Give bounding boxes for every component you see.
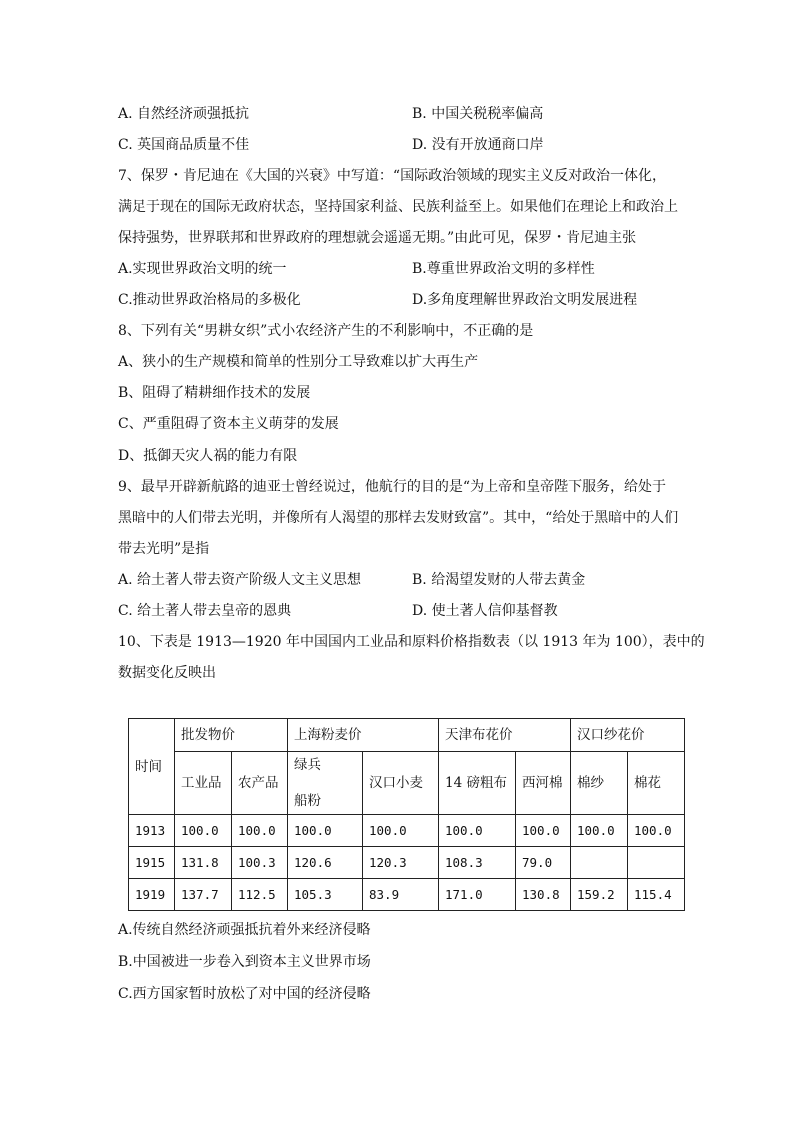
table-cell: 120.6 — [288, 847, 363, 879]
q8-option-b: B、阻碍了精耕细作技术的发展 — [118, 385, 311, 401]
q10-stem-line2: 数据变化反映出 — [118, 665, 216, 681]
q7-option-c: C.推动世界政治格局的多极化 — [118, 292, 301, 308]
table-cell: 100.0 — [628, 815, 685, 847]
q9-stem-line3: 带去光明”是指 — [118, 541, 210, 557]
q7-stem-line1: 7、保罗・肯尼迪在《大国的兴衰》中写道：“国际政治领域的现实主义反对政治一体化， — [118, 168, 667, 184]
q7-stem-line2: 满足于现在的国际无政府状态，坚持国家利益、民族利益至上。如果他们在理论上和政治上 — [118, 199, 678, 215]
table-row-year: 1913 — [129, 815, 175, 847]
table-cell: 137.7 — [175, 879, 232, 911]
q6-option-a: A. 自然经济顽强抵抗 — [118, 106, 250, 122]
q8-option-c: C、严重阻碍了资本主义萌芽的发展 — [118, 416, 339, 432]
table-row-year: 1915 — [129, 847, 175, 879]
table-cell: 100.0 — [232, 815, 288, 847]
q10-option-c: C.西方国家暂时放松了对中国的经济侵略 — [118, 986, 371, 1002]
table-header-time: 时间 — [129, 719, 175, 815]
table-sub-header: 农产品 — [232, 752, 288, 815]
table-sub-header: 棉花 — [628, 752, 685, 815]
table-sub-header: 西河棉 — [516, 752, 571, 815]
q8-stem: 8、下列有关“男耕女织”式小农经济产生的不利影响中，不正确的是 — [118, 323, 534, 339]
q10-option-a: A.传统自然经济顽强抵抗着外来经济侵略 — [118, 922, 371, 938]
q9-stem-line2: 黑暗中的人们带去光明，并像所有人渴望的那样去发财致富”。其中，“给处于黑暗中的人们 — [118, 510, 679, 526]
price-index-table — [128, 718, 685, 911]
table-cell: 105.3 — [288, 879, 363, 911]
sub-header-line: 船粉 — [294, 793, 321, 809]
table-group-header: 天津布花价 — [439, 719, 571, 752]
table-sub-header: 14 磅粗布 — [439, 752, 516, 815]
q8-option-d: D、抵御天灾人祸的能力有限 — [118, 448, 298, 464]
q9-option-d: D. 使土著人信仰基督教 — [412, 603, 558, 619]
table-cell: 130.8 — [516, 879, 571, 911]
table-cell: 100.3 — [232, 847, 288, 879]
table-sub-header: 棉纱 — [571, 752, 628, 815]
table-cell — [628, 847, 685, 879]
q9-option-b: B. 给渴望发财的人带去黄金 — [412, 572, 586, 588]
table-cell: 79.0 — [516, 847, 571, 879]
q6-option-c: C. 英国商品质量不佳 — [118, 137, 250, 153]
table-cell: 159.2 — [571, 879, 628, 911]
table-cell: 108.3 — [439, 847, 516, 879]
table-cell: 100.0 — [516, 815, 571, 847]
table-cell: 115.4 — [628, 879, 685, 911]
q8-option-a: A、狭小的生产规模和简单的性别分工导致难以扩大再生产 — [118, 354, 479, 370]
table-group-header: 批发物价 — [175, 719, 288, 752]
q10-option-b: B.中国被进一步卷入到资本主义世界市场 — [118, 954, 371, 970]
table-cell: 100.0 — [288, 815, 363, 847]
table-row-year: 1919 — [129, 879, 175, 911]
q9-option-c: C. 给土著人带去皇帝的恩典 — [118, 603, 292, 619]
table-cell: 100.0 — [175, 815, 232, 847]
table-cell: 112.5 — [232, 879, 288, 911]
q6-option-d: D. 没有开放通商口岸 — [412, 137, 544, 153]
table-cell: 100.0 — [363, 815, 439, 847]
q9-stem-line1: 9、最早开辟新航路的迪亚士曾经说过，他航行的目的是“为上帝和皇帝陛下服务，给处于 — [118, 479, 667, 495]
table-group-header: 上海粉麦价 — [288, 719, 439, 752]
sub-header-line: 绿兵 — [294, 757, 321, 773]
table-row — [129, 847, 685, 879]
table-row — [129, 879, 685, 911]
q7-option-d: D.多角度理解世界政治文明发展进程 — [412, 292, 638, 308]
table-header-row-groups — [129, 719, 685, 752]
q7-stem-line3: 保持强势，世界联邦和世界政府的理想就会遥遥无期。”由此可见，保罗・肯尼迪主张 — [118, 230, 637, 246]
table-sub-header: 汉口小麦 — [363, 752, 439, 815]
table-cell: 120.3 — [363, 847, 439, 879]
q6-option-b: B. 中国关税税率偏高 — [412, 106, 544, 122]
table-cell: 171.0 — [439, 879, 516, 911]
table-sub-header: 工业品 — [175, 752, 232, 815]
table-sub-header-green-flour — [288, 752, 363, 815]
table-cell: 100.0 — [571, 815, 628, 847]
table-cell: 100.0 — [439, 815, 516, 847]
table-group-header: 汉口纱花价 — [571, 719, 685, 752]
table-header-row-subs — [129, 752, 685, 815]
q10-stem-line1: 10、下表是 1913—1920 年中国国内工业品和原料价格指数表（以 1913 年为 100），表中的 — [118, 634, 705, 650]
table-cell: 131.8 — [175, 847, 232, 879]
table-row — [129, 815, 685, 847]
q9-option-a: A. 给土著人带去资产阶级人文主义思想 — [118, 572, 362, 588]
q7-option-a: A.实现世界政治文明的统一 — [118, 261, 287, 277]
q7-option-b: B.尊重世界政治文明的多样性 — [412, 261, 595, 277]
table-cell: 83.9 — [363, 879, 439, 911]
table-cell — [571, 847, 628, 879]
